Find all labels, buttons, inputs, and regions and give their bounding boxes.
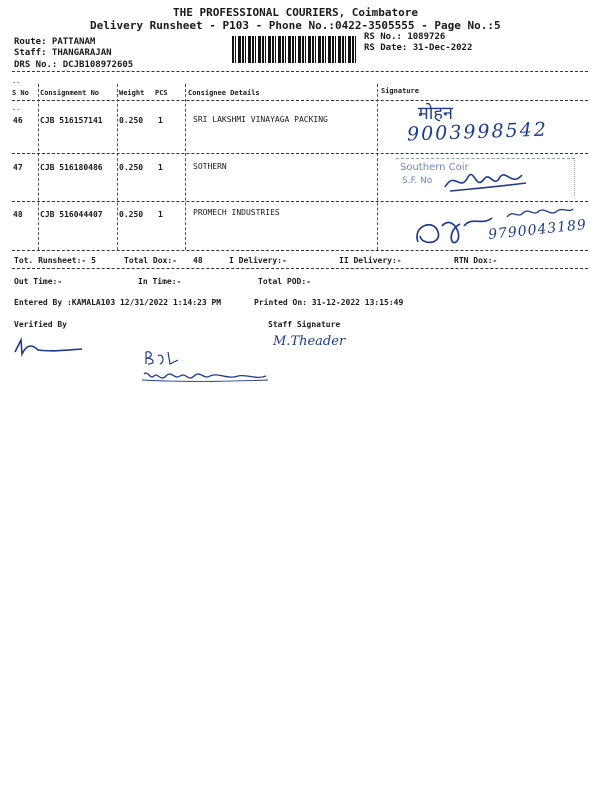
- drs-number: DRS No.: DCJB108972605: [14, 60, 134, 70]
- divider-top: [12, 71, 588, 72]
- row-weight: 0.250: [119, 163, 144, 172]
- company-title: THE PROFESSIONAL COURIERS, Coimbatore: [173, 6, 419, 19]
- total-dox-value: 48: [193, 256, 203, 265]
- divider-bottom: [12, 250, 588, 251]
- verifier-signature: [12, 336, 84, 358]
- rtn-dox: RTN Dox:-: [454, 256, 498, 265]
- signature-phone-48: 9790043189: [487, 216, 588, 244]
- staff-label: Staff: THANGARAJAN: [14, 48, 112, 58]
- col-sno: S No: [12, 89, 29, 97]
- dash-mark: --: [12, 79, 21, 87]
- row-weight: 0.250: [119, 210, 144, 219]
- row-divider: [12, 201, 588, 202]
- stamp-text-line2: S.F. No: [402, 176, 433, 186]
- row-consignee: SRI LAKSHMI VINAYAGA PACKING: [193, 115, 328, 124]
- signature-phone-46: 9003998542: [406, 118, 549, 146]
- col-consignee: Consignee Details: [188, 89, 260, 97]
- row-sno: 46: [13, 116, 23, 125]
- col-consignment: Consignment No: [40, 89, 100, 97]
- printed-on: Printed On: 31-12-2022 13:15:49: [254, 298, 404, 307]
- ii-delivery: II Delivery:-: [339, 256, 402, 265]
- row-pcs: 1: [158, 116, 163, 125]
- col-signature: Signature: [381, 87, 419, 95]
- row-pcs: 1: [158, 163, 163, 172]
- rs-number: RS No.: 1089726: [364, 32, 446, 42]
- signature-name-46: मोहन: [418, 103, 453, 124]
- row-consignment: CJB 516157141: [40, 116, 103, 125]
- staff-handwritten-signature: M.Theader: [273, 334, 346, 349]
- row-consignee: PROMECH INDUSTRIES: [193, 208, 280, 217]
- i-delivery: I Delivery:-: [229, 256, 287, 265]
- row-sno: 47: [13, 163, 23, 172]
- signature-scribble-47: [440, 165, 530, 195]
- tot-runsheet: Tot. Runsheet:- 5: [14, 256, 96, 265]
- divider-header: [12, 100, 588, 101]
- out-time: Out Time:-: [14, 277, 63, 286]
- row-consignee: SOTHERN: [193, 162, 227, 171]
- total-dox-label: Total Dox:-: [124, 256, 177, 265]
- col-weight: Weight: [119, 89, 145, 97]
- stamp-text-line1: Southern Coir: [400, 162, 469, 173]
- row-consignment: CJB 516180486: [40, 163, 103, 172]
- verified-by-label: Verified By: [14, 320, 67, 329]
- column-separator: [38, 84, 39, 250]
- row-divider: [12, 153, 588, 154]
- dash-mark: --: [12, 106, 21, 114]
- divider-totals: [12, 268, 588, 269]
- col-pcs: PCS: [155, 89, 168, 97]
- barcode: [232, 36, 358, 63]
- in-time: In Time:-: [138, 277, 182, 286]
- row-consignment: CJB 516044407: [40, 210, 103, 219]
- entered-by: Entered By :KAMALA103 12/31/2022 1:14:23 PM: [14, 298, 222, 307]
- column-separator: [185, 84, 186, 250]
- row-pcs: 1: [158, 210, 163, 219]
- total-pod: Total POD:-: [258, 277, 311, 286]
- column-separator: [117, 84, 118, 250]
- staff-name-signature: [138, 346, 278, 388]
- staff-signature-label: Staff Signature: [268, 320, 341, 329]
- column-separator: [377, 84, 378, 250]
- row-sno: 48: [13, 210, 23, 219]
- runsheet-title: Delivery Runsheet - P103 - Phone No.:0422-3505555 - Page No.:5: [90, 19, 501, 32]
- route-label: Route: PATTANAM: [14, 37, 96, 47]
- rs-date: RS Date: 31-Dec-2022: [364, 43, 473, 53]
- row-weight: 0.250: [119, 116, 144, 125]
